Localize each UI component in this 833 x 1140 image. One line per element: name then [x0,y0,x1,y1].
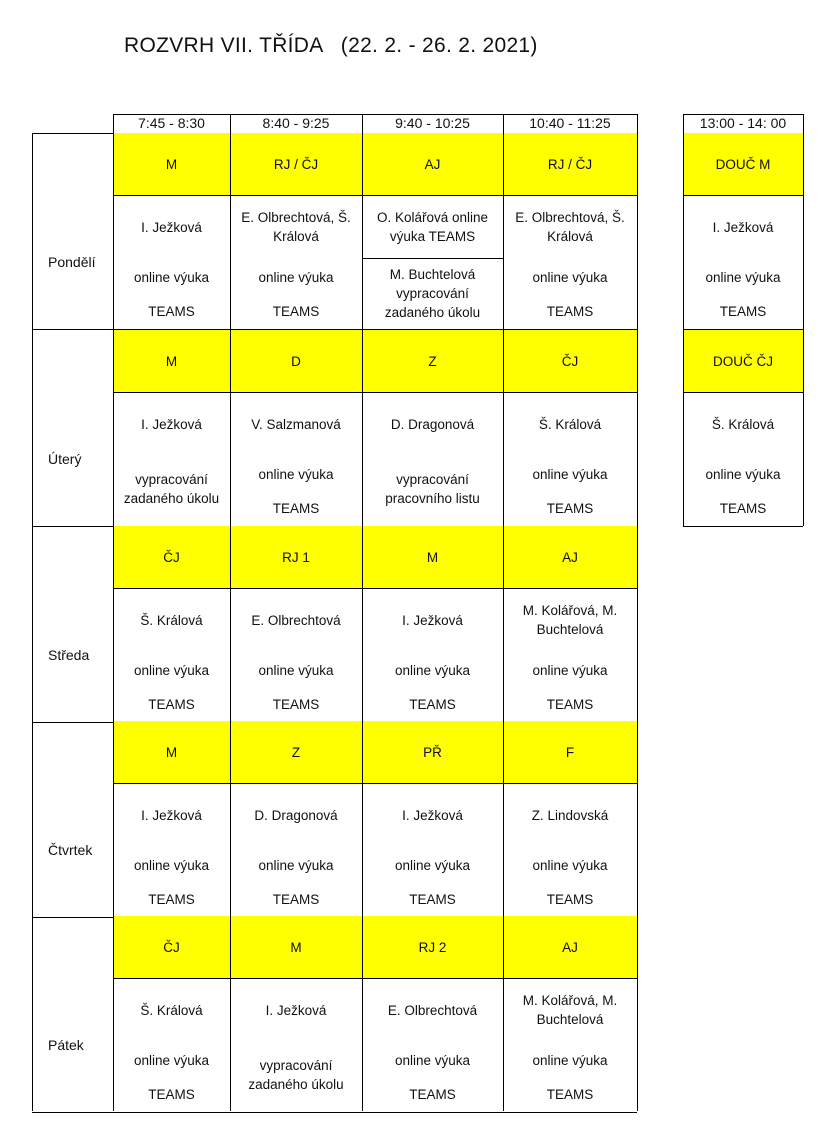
teacher-name: I. Ježková [402,612,463,628]
lesson-mode: online výuka [532,662,608,678]
grid-line [803,114,804,526]
teacher-name: Š. Králová [538,416,602,432]
grid-line [503,114,504,1111]
teacher-name: E. Olbrechtová [387,1002,478,1018]
subject-label: M [426,549,439,565]
grid-line [113,114,114,1111]
lesson-platform: TEAMS [148,696,195,712]
lesson-mode: online výuka [532,269,608,285]
grid-line [32,1112,637,1113]
lesson-mode: online výuka [258,269,334,285]
subject-label: RJ 2 [418,939,447,955]
subject-label: M [165,353,178,369]
lesson-platform: TEAMS [546,303,594,319]
teacher-name: M. Kolářová, M. Buchtelová [522,603,618,637]
lesson-mode: vypracování pracovního listu [385,472,480,506]
lesson-platform: TEAMS [272,696,320,712]
lesson-mode: online výuka [705,269,781,285]
time-header: 7:45 - 8:30 [138,115,205,131]
day-label: Pátek [48,1037,84,1053]
teacher-name: Z. Lindovská [531,807,609,823]
lesson-mode: online výuka [258,466,334,482]
teacher-name: Š. Králová [140,612,203,628]
grid-line [113,195,637,196]
subject-label: Z [291,744,301,760]
lesson-mode: online výuka [532,466,608,482]
lesson-platform: TEAMS [148,1086,195,1102]
teacher-name: I. Ježková [712,219,774,235]
time-header: 9:40 - 10:25 [395,115,470,131]
grid-line [683,526,803,527]
lesson-mode: online výuka [532,857,608,873]
subject-label: ČJ [163,939,180,955]
subject-label: Z [428,353,437,369]
grid-line [113,588,637,589]
lesson-mode: online výuka [394,662,471,678]
subject-label: ČJ [561,353,579,369]
grid-line [683,114,684,526]
time-header: 10:40 - 11:25 [529,115,611,131]
subject-label: AJ [562,549,578,565]
teacher-name: E. Olbrechtová, Š. Králová [515,210,625,244]
time-header: 8:40 - 9:25 [262,115,330,131]
subject-label: PŘ [423,744,442,760]
teacher-name: M. Kolářová, M. Buchtelová [522,993,618,1027]
teacher-name: V. Salzmanová [251,416,341,432]
grid-line [32,133,33,1111]
lesson-platform: TEAMS [272,500,320,516]
lesson-mode: online výuka [133,1052,210,1068]
subject-label: M [290,939,302,955]
lesson-platform: TEAMS [272,303,320,319]
lesson-platform: TEAMS [148,303,195,319]
grid-line [362,258,503,259]
teacher-name: Š. Králová [140,1002,203,1018]
subject-label: AJ [562,939,578,955]
subject-label: DOUČ ČJ [713,353,773,369]
day-label: Středa [48,647,90,663]
time-header: 13:00 - 14: 00 [699,115,787,131]
subject-label: DOUČ M [715,156,771,172]
teacher-name: O. Kolářová online výuka TEAMS [376,210,489,244]
grid-line [637,114,638,1111]
lesson-platform: TEAMS [546,500,594,516]
subject-label: M [165,156,178,172]
grid-line [683,195,803,196]
day-label: Čtvrtek [48,842,93,858]
lesson-platform: TEAMS [546,1086,594,1102]
teacher-name: I. Ježková [141,219,202,235]
subject-label: D [291,353,301,369]
lesson-mode: online výuka [705,466,781,482]
subject-label: F [565,744,575,760]
teacher-name: E. Olbrechtová [251,612,341,628]
lesson-platform: TEAMS [272,891,320,907]
subject-label: RJ / ČJ [547,156,593,172]
lesson-platform: TEAMS [719,500,767,516]
subject-label: M [165,744,178,760]
lesson-mode: online výuka [394,1052,471,1068]
lesson-platform: TEAMS [409,891,456,907]
lesson-mode: online výuka [133,857,210,873]
grid-line [113,978,637,979]
teacher-name: I. Ježková [265,1002,327,1018]
lesson-mode: online výuka [394,857,471,873]
lesson-platform: TEAMS [409,1086,456,1102]
lesson-platform: TEAMS [546,891,594,907]
teacher-name: I. Ježková [141,416,202,432]
page-title: ROZVRH VII. TŘÍDA (22. 2. - 26. 2. 2021) [124,34,538,57]
teacher-name: I. Ježková [141,807,202,823]
lesson-mode: online výuka [532,1052,608,1068]
lesson-mode: vypracování zadaného úkolu [248,1058,344,1092]
lesson-mode: online výuka [133,662,210,678]
lesson-platform: TEAMS [409,696,456,712]
subject-label: RJ / ČJ [273,156,319,172]
subject-label: ČJ [163,549,180,565]
lesson-platform: TEAMS [546,696,594,712]
lesson-mode: online výuka [258,662,334,678]
lesson-platform: TEAMS [719,303,767,319]
grid-line [113,392,637,393]
teacher-name: I. Ježková [402,807,463,823]
teacher-name: Š. Králová [711,416,775,432]
teacher-name: D. Dragonová [390,416,475,432]
grid-line [362,114,363,1111]
day-label: Pondělí [48,254,96,270]
lesson-mode: online výuka [133,269,210,285]
lesson-mode: online výuka [258,857,334,873]
teacher-name: D. Dragonová [254,807,338,823]
lesson-platform: TEAMS [148,891,195,907]
lesson-mode: M. Buchtelová vypracování zadaného úkolu [384,266,481,320]
subject-label: AJ [424,156,441,172]
lesson-mode: vypracování zadaného úkolu [123,472,220,506]
grid-line [683,392,803,393]
subject-label: RJ 1 [282,549,310,565]
teacher-name: E. Olbrechtová, Š. Králová [241,210,351,244]
grid-line [113,783,637,784]
grid-line [230,114,231,1111]
day-label: Úterý [48,451,82,467]
